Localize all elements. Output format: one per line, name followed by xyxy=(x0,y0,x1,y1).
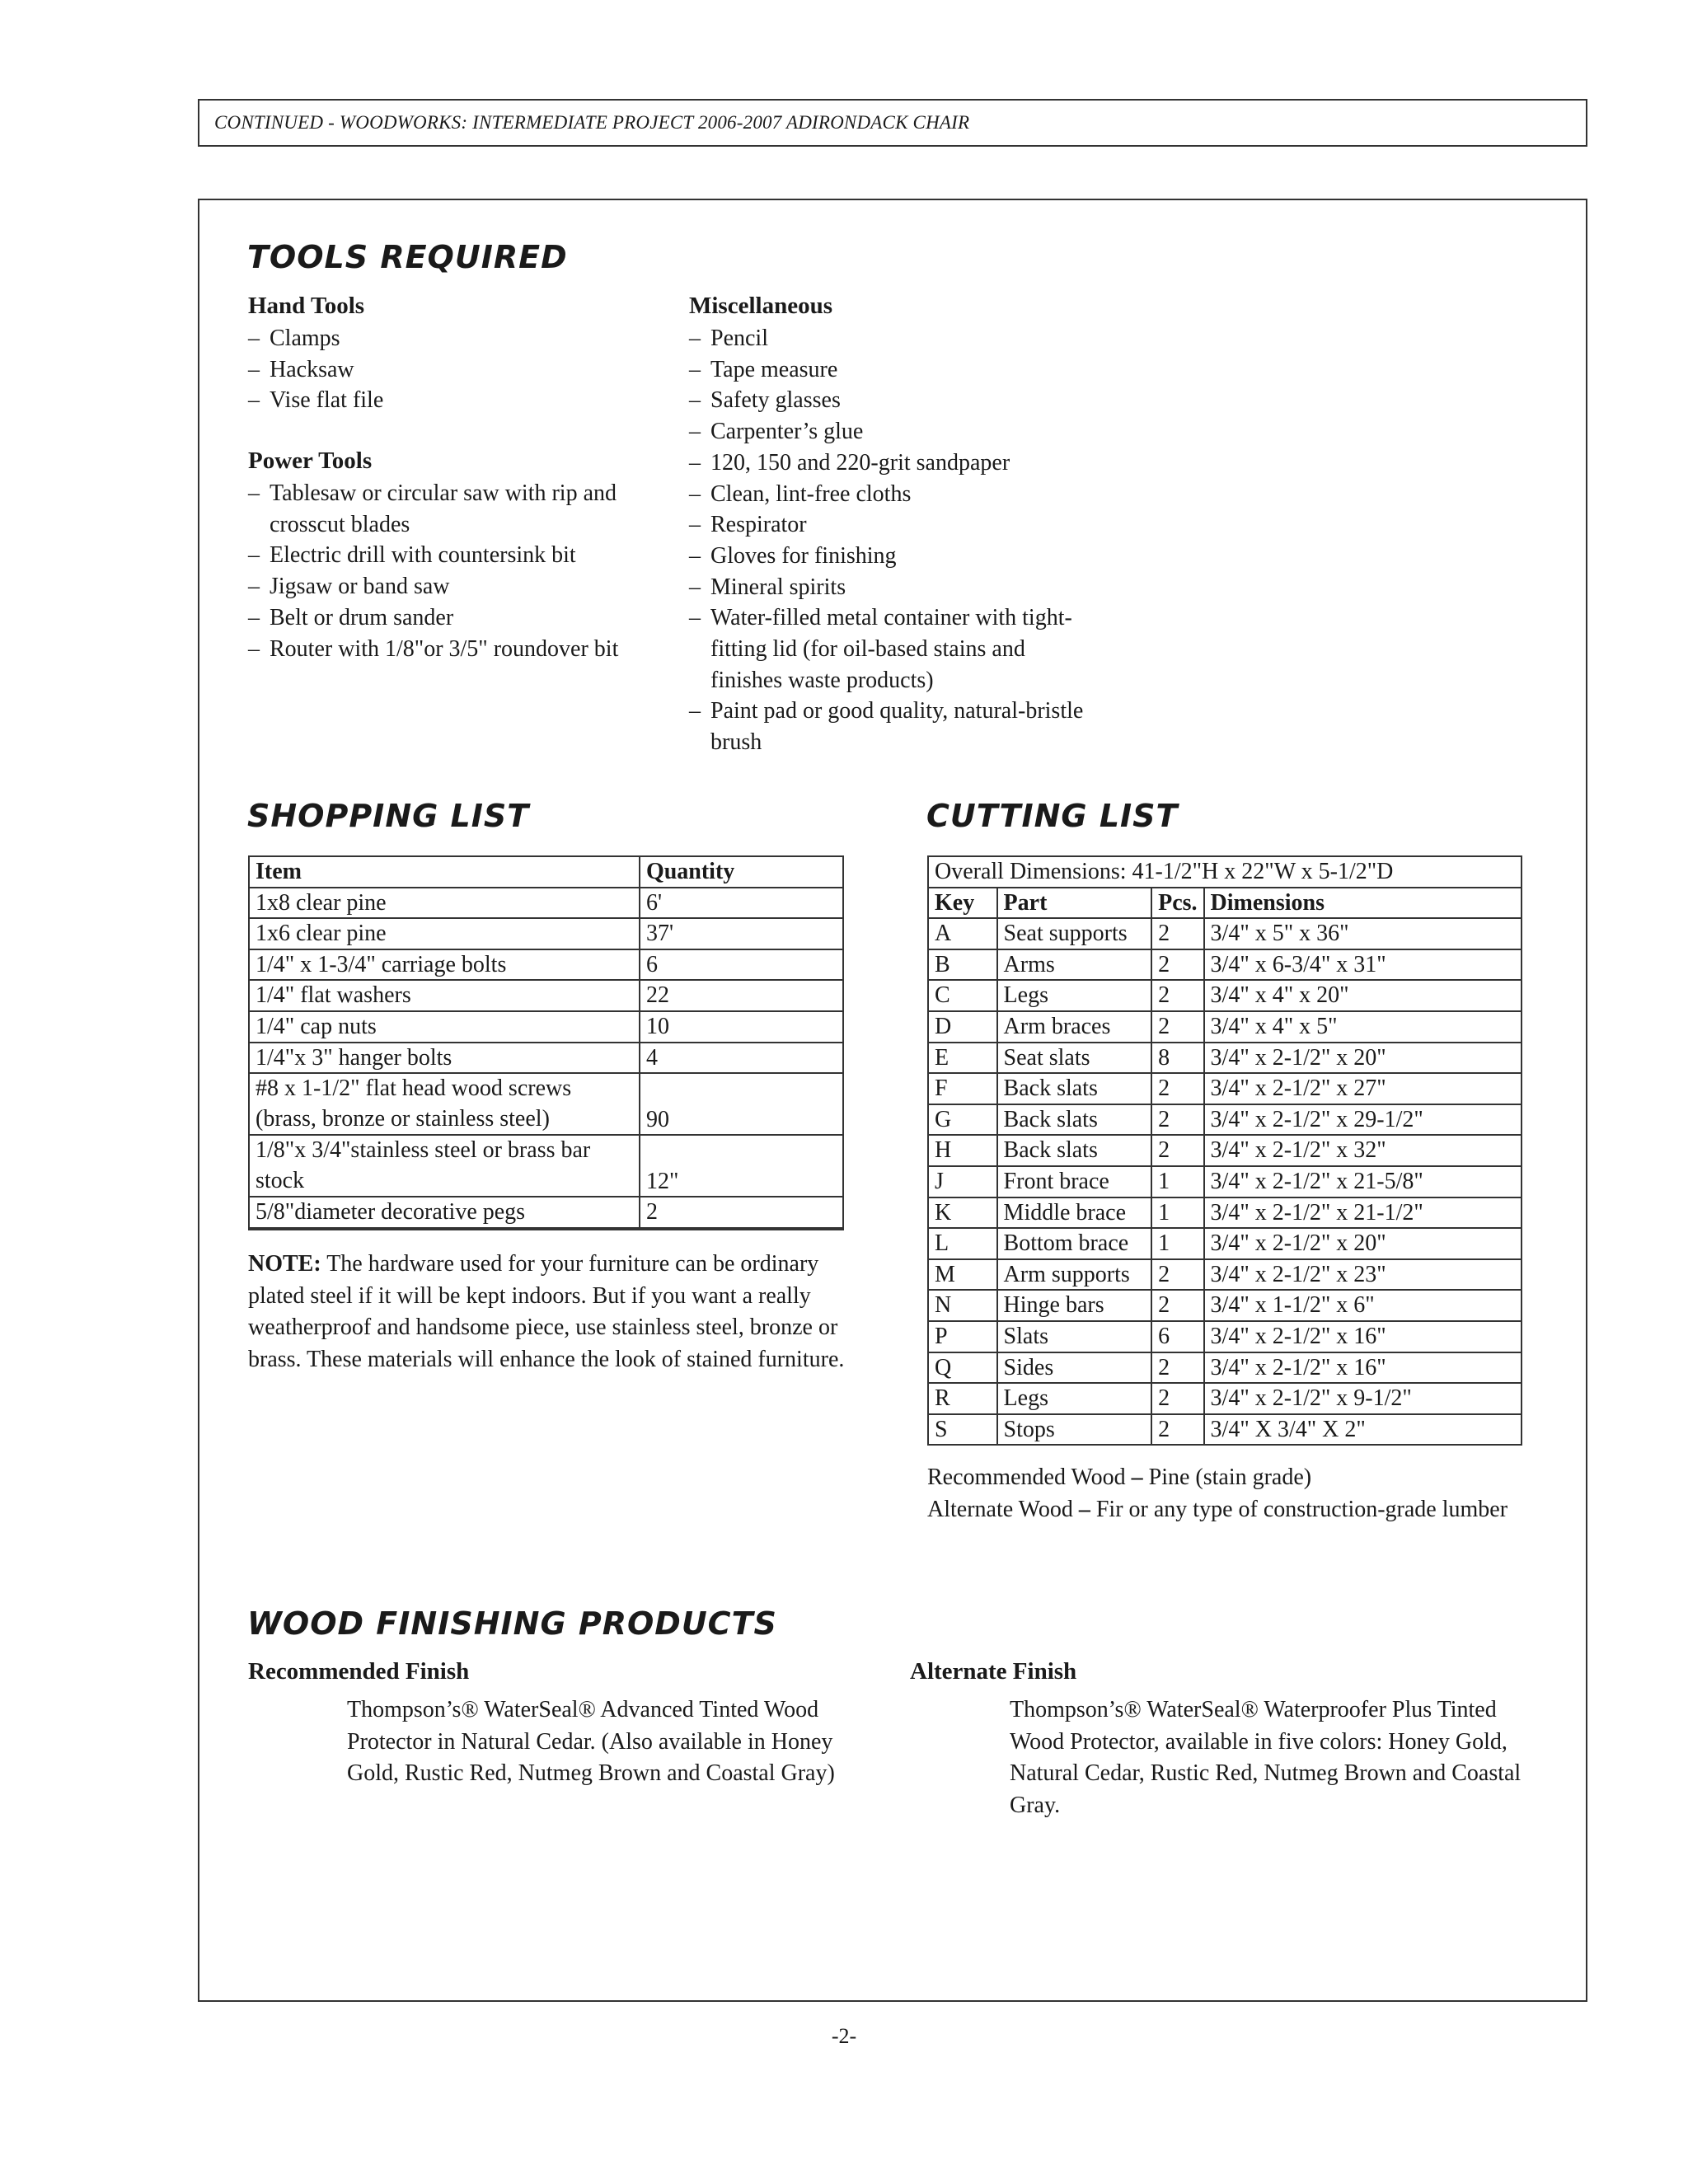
table-row: F Back slats 2 3/4" x 2-1/2" x 27" xyxy=(928,1073,1522,1104)
table-row: Q Sides 2 3/4" x 2-1/2" x 16" xyxy=(928,1352,1522,1384)
list-item: – Electric drill with countersink bit xyxy=(248,542,576,569)
table-row: 1/4" cap nuts 10 xyxy=(249,1011,843,1043)
shopping-heading: SHOPPING LIST xyxy=(247,798,530,834)
list-item: – Pencil xyxy=(689,326,768,351)
power-tools-list xyxy=(248,478,660,664)
alternate-wood: Alternate Wood – Fir or any type of construction-grade lumber xyxy=(927,1496,1508,1522)
table-row: H Back slats 2 3/4" x 2-1/2" x 32" xyxy=(928,1135,1522,1166)
hardware-note xyxy=(248,1249,850,1376)
recommended-wood: Recommended Wood – Pine (stain grade) xyxy=(927,1465,1312,1490)
list-item: – Tape measure xyxy=(689,356,838,382)
table-row: B Arms 2 3/4" x 6-3/4" x 31" xyxy=(928,949,1522,981)
list-item: – Vise flat file xyxy=(248,387,384,414)
table-row: 1x6 clear pine 37' xyxy=(249,918,843,949)
table-row: M Arm supports 2 3/4" x 2-1/2" x 23" xyxy=(928,1259,1522,1291)
table-row: 1/4" x 1-3/4" carriage bolts 6 xyxy=(249,949,843,981)
hand-tools-label: Hand Tools xyxy=(248,293,365,319)
page-number: -2- xyxy=(831,2024,857,2048)
list-item: – Tablesaw or circular saw with rip and crosscut blades xyxy=(248,480,617,537)
table-row: P Slats 6 3/4" x 2-1/2" x 16" xyxy=(928,1321,1522,1352)
column-header: Quantity xyxy=(640,856,843,888)
table-row: R Legs 2 3/4" x 2-1/2" x 9-1/2" xyxy=(928,1383,1522,1414)
list-item: – Clamps xyxy=(248,326,340,351)
list-item: – Water-filled metal container with tight-fitting lid (for oil-based stains and finishes waste products) xyxy=(689,605,1072,693)
table-row: 1/4" flat washers 22 xyxy=(249,980,843,1011)
table-row: G Back slats 2 3/4" x 2-1/2" x 29-1/2" xyxy=(928,1104,1522,1136)
list-item: – Gloves for finishing xyxy=(689,542,897,569)
table-row: 5/8"diameter decorative pegs 2 xyxy=(249,1197,843,1229)
table-row: A Seat supports 2 3/4" x 5" x 36" xyxy=(928,918,1522,949)
cutting-heading: CUTTING LIST xyxy=(926,798,1179,834)
header-text: CONTINUED - WOODWORKS: INTERMEDIATE PROJECT 2006-2007 ADIRONDACK CHAIR xyxy=(214,112,970,133)
table-row: K Middle brace 1 3/4" x 2-1/2" x 21-1/2" xyxy=(928,1197,1522,1229)
list-item: – Safety glasses xyxy=(689,387,841,414)
list-item: – Mineral spirits xyxy=(689,574,846,600)
alternate-finish-text: Thompson’s® WaterSeal® Waterproofer Plus Tinted Wood Protector, available in five colors: Honey Gold, Natural Cedar, Rustic Red, Nutmeg Brown and Coastal Gray. xyxy=(1010,1697,1522,1818)
list-item: – Router with 1/8"or 3/5" roundover bit xyxy=(248,635,619,662)
page-header xyxy=(198,99,1587,147)
list-item: – Carpenter’s glue xyxy=(689,419,864,445)
wood-recommendation xyxy=(927,1462,1587,1526)
list-item: – Belt or drum sander xyxy=(248,604,454,630)
list-item: – Hacksaw xyxy=(248,356,354,382)
table-row: S Stops 2 3/4" X 3/4" X 2" xyxy=(928,1414,1522,1446)
note-label: NOTE: xyxy=(248,1251,321,1277)
note-text: The hardware used for your furniture can be ordinary plated steel if it will be kept indoors. But if you want a really weatherproof and handsome piece, use stainless steel, bronze or brass. These materials will enhance the look of stained furniture. xyxy=(248,1251,845,1372)
list-item: – Respirator xyxy=(689,512,807,538)
table-header-row: Key Part Pcs. Dimensions xyxy=(928,888,1522,919)
table-row: 1x8 clear pine 6' xyxy=(249,888,843,919)
table-row: D Arm braces 2 3/4" x 4" x 5" xyxy=(928,1011,1522,1043)
overall-dimensions: Overall Dimensions: 41-1/2"H x 22"W x 5-1/2"D xyxy=(928,856,1522,888)
misc-label: Miscellaneous xyxy=(689,293,832,319)
cutting-table xyxy=(927,855,1522,1446)
alternate-finish-label: Alternate Finish xyxy=(910,1658,1077,1685)
recommended-finish-label: Recommended Finish xyxy=(248,1658,470,1685)
table-row: C Legs 2 3/4" x 4" x 20" xyxy=(928,980,1522,1011)
table-row: J Front brace 1 3/4" x 2-1/2" x 21-5/8" xyxy=(928,1166,1522,1197)
table-row: L Bottom brace 1 3/4" x 2-1/2" x 20" xyxy=(928,1228,1522,1259)
finishing-heading: WOOD FINISHING PRODUCTS xyxy=(247,1605,777,1642)
list-item: – Paint pad or good quality, natural-bristle brush xyxy=(689,698,1084,756)
table-title-row xyxy=(928,856,1522,888)
table-row: 1/8"x 3/4"stainless steel or brass bar stock 12" xyxy=(249,1135,843,1197)
table-row: N Hinge bars 2 3/4" x 1-1/2" x 6" xyxy=(928,1290,1522,1321)
power-tools-label: Power Tools xyxy=(248,448,373,474)
list-item: – Jigsaw or band saw xyxy=(248,574,450,600)
recommended-finish-text: Thompson’s® WaterSeal® Advanced Tinted Wood Protector in Natural Cedar. (Also available in Honey Gold, Rustic Red, Nutmeg Brown and Coastal Gray) xyxy=(347,1697,835,1786)
table-row: E Seat slats 8 3/4" x 2-1/2" x 20" xyxy=(928,1043,1522,1074)
table-row: #8 x 1-1/2" flat head wood screws (brass, bronze or stainless steel) 90 xyxy=(249,1073,843,1135)
list-item: – Clean, lint-free cloths xyxy=(689,480,912,507)
column-header: Item xyxy=(249,856,640,888)
table-row: 1/4"x 3" hanger bolts 4 xyxy=(249,1043,843,1074)
misc-list xyxy=(689,323,1085,758)
hand-tools-list xyxy=(248,323,660,416)
table-header-row xyxy=(249,856,843,888)
shopping-table xyxy=(248,855,844,1230)
list-item: – 120, 150 and 220-grit sandpaper xyxy=(689,449,1010,476)
tools-heading: TOOLS REQUIRED xyxy=(247,239,568,275)
